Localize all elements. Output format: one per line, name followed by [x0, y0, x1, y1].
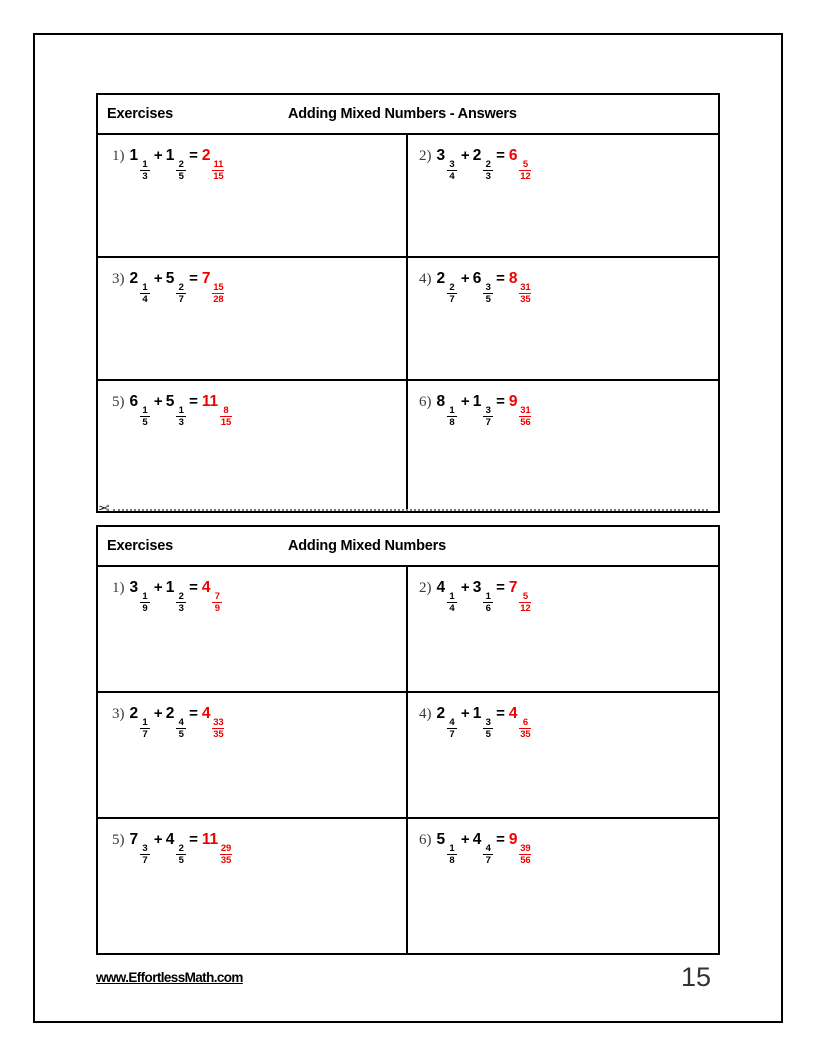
term-1 [436, 270, 458, 305]
fraction-denominator: 7 [142, 855, 148, 866]
term-2 [165, 147, 187, 182]
worksheet-header [98, 95, 718, 135]
scissors-icon: ✂ [98, 500, 110, 516]
equals-operator: = [496, 831, 505, 848]
answer-value-whole: 11 [201, 393, 218, 410]
fraction-numerator: 1 [142, 404, 148, 416]
answer-value-whole: 7 [508, 579, 518, 596]
fraction [176, 592, 186, 614]
term-2 [165, 270, 187, 305]
fraction-numerator: 6 [522, 716, 528, 728]
plus-operator: + [153, 270, 163, 287]
fraction-denominator: 7 [178, 294, 184, 305]
fraction-numerator: 8 [223, 404, 229, 416]
fraction-numerator: 31 [520, 281, 531, 293]
table-row [98, 258, 718, 381]
term-1-whole: 5 [436, 831, 445, 848]
term-1 [436, 579, 458, 614]
fraction-denominator: 7 [449, 729, 455, 740]
term-2 [472, 147, 494, 182]
fraction [176, 718, 186, 740]
fraction [140, 406, 150, 428]
term-1-whole: 6 [129, 393, 138, 410]
term-2-whole: 1 [472, 393, 482, 410]
problem-1 [112, 148, 225, 182]
fraction-numerator: 4 [449, 716, 455, 728]
term-1-whole: 2 [436, 705, 445, 722]
equals-operator: = [189, 393, 198, 410]
problem-number: 1) [112, 580, 125, 596]
fraction-numerator: 3 [485, 281, 491, 293]
fraction [447, 406, 457, 428]
answer-value-whole: 9 [508, 393, 518, 410]
term-2 [165, 705, 187, 740]
fraction [140, 844, 150, 866]
problem-2 [419, 580, 532, 614]
answer-value [201, 831, 233, 866]
plus-operator: + [460, 579, 470, 596]
fraction-denominator: 56 [520, 417, 531, 428]
equals-operator: = [496, 705, 505, 722]
cut-line [98, 498, 708, 518]
term-1-whole: 4 [436, 579, 445, 596]
problem-cell-4[interactable] [408, 693, 718, 817]
fraction [212, 160, 224, 182]
fraction-denominator: 15 [220, 417, 232, 428]
term-2-whole: 6 [472, 270, 482, 287]
fraction-numerator: 1 [449, 404, 455, 416]
plus-operator: + [460, 393, 470, 410]
answer-value-whole: 11 [201, 831, 218, 848]
fraction-numerator: 3 [485, 404, 491, 416]
fraction-numerator: 15 [213, 281, 224, 293]
fraction-denominator: 12 [520, 603, 531, 614]
problem-5 [112, 832, 233, 866]
term-2 [165, 831, 187, 866]
plus-operator: + [153, 393, 163, 410]
equals-operator: = [189, 270, 198, 287]
answer-value-whole: 4 [508, 705, 518, 722]
term-2 [472, 579, 494, 614]
fraction-numerator: 1 [142, 716, 148, 728]
fraction-denominator: 5 [178, 171, 184, 182]
fraction-denominator: 6 [485, 603, 491, 614]
worksheet-exercises [96, 525, 720, 955]
fraction-numerator: 2 [485, 158, 491, 170]
equals-operator: = [189, 579, 198, 596]
fraction-numerator: 2 [178, 842, 184, 854]
answer-value [508, 831, 533, 866]
fraction-denominator: 5 [178, 729, 184, 740]
plus-operator: + [153, 705, 163, 722]
problem-number: 4) [419, 706, 432, 722]
fraction [176, 283, 186, 305]
term-2-whole: 5 [165, 393, 175, 410]
fraction-numerator: 2 [449, 281, 455, 293]
term-2-whole: 1 [165, 147, 175, 164]
problem-cell-3[interactable] [98, 693, 408, 817]
term-2-whole: 1 [472, 705, 482, 722]
term-2 [472, 831, 494, 866]
answer-value-whole: 7 [201, 270, 211, 287]
fraction [140, 592, 150, 614]
plus-operator: + [153, 831, 163, 848]
fraction [483, 592, 493, 614]
problem-5 [112, 394, 233, 428]
fraction-numerator: 2 [178, 158, 184, 170]
header-exercises-label: Exercises [107, 106, 173, 122]
equals-operator: = [496, 393, 505, 410]
term-1 [129, 270, 151, 305]
fraction [212, 718, 224, 740]
fraction-denominator: 9 [214, 603, 220, 614]
fraction-denominator: 35 [213, 729, 224, 740]
problem-cell-1[interactable] [98, 135, 408, 256]
plus-operator: + [153, 579, 163, 596]
problem-number: 4) [419, 271, 432, 287]
table-row [98, 819, 718, 953]
problem-number: 5) [112, 394, 125, 410]
answer-value [201, 393, 233, 428]
fraction-denominator: 15 [213, 171, 224, 182]
problem-cell-6[interactable] [408, 381, 718, 511]
plus-operator: + [460, 270, 470, 287]
fraction [519, 844, 531, 866]
fraction-numerator: 1 [142, 281, 148, 293]
term-1-whole: 7 [129, 831, 138, 848]
fraction-denominator: 7 [449, 294, 455, 305]
fraction-denominator: 56 [520, 855, 531, 866]
term-2 [472, 705, 494, 740]
problem-number: 3) [112, 271, 125, 287]
term-2-whole: 3 [472, 579, 482, 596]
fraction-numerator: 39 [520, 842, 531, 854]
problem-number: 6) [419, 832, 432, 848]
answer-value [201, 705, 226, 740]
equals-operator: = [496, 579, 505, 596]
fraction-denominator: 5 [485, 729, 491, 740]
fraction [447, 283, 457, 305]
fraction-numerator: 1 [142, 590, 148, 602]
problem-cell-2[interactable] [408, 135, 718, 256]
problem-3 [112, 271, 225, 305]
fraction-denominator: 3 [142, 171, 148, 182]
footer-website-link[interactable]: www.EffortlessMath.com [96, 970, 243, 985]
answer-value [508, 579, 533, 614]
fraction-denominator: 4 [449, 171, 455, 182]
term-1 [436, 705, 458, 740]
fraction-numerator: 1 [142, 158, 148, 170]
problem-6 [419, 832, 532, 866]
term-1 [129, 393, 151, 428]
fraction [212, 283, 224, 305]
term-2-whole: 1 [165, 579, 175, 596]
fraction [176, 406, 186, 428]
plus-operator: + [460, 831, 470, 848]
fraction-numerator: 2 [178, 590, 184, 602]
fraction [519, 406, 531, 428]
fraction-numerator: 2 [178, 281, 184, 293]
worksheet-answers [96, 93, 720, 516]
fraction [220, 406, 232, 428]
term-2 [472, 270, 494, 305]
fraction-denominator: 12 [520, 171, 531, 182]
fraction-numerator: 5 [522, 590, 528, 602]
worksheet-header [98, 527, 718, 567]
fraction [483, 283, 493, 305]
fraction-denominator: 4 [449, 603, 455, 614]
fraction [220, 844, 232, 866]
table-row [98, 381, 718, 511]
problem-6 [419, 394, 532, 428]
problem-cell-3[interactable] [98, 258, 408, 379]
fraction-numerator: 1 [449, 590, 455, 602]
equals-operator: = [189, 831, 198, 848]
term-2-whole: 4 [472, 831, 482, 848]
answer-value [508, 147, 533, 182]
fraction [447, 160, 457, 182]
fraction-denominator: 35 [520, 729, 531, 740]
term-1-whole: 3 [129, 579, 138, 596]
equals-operator: = [496, 147, 505, 164]
term-2-whole: 2 [165, 705, 175, 722]
fraction [519, 160, 531, 182]
table-row [98, 135, 718, 258]
term-1 [129, 705, 151, 740]
fraction-denominator: 4 [142, 294, 148, 305]
term-1 [129, 147, 151, 182]
fraction-denominator: 3 [485, 171, 491, 182]
fraction-numerator: 1 [178, 404, 184, 416]
problem-cell-2[interactable] [408, 567, 718, 691]
fraction [447, 718, 457, 740]
term-1 [129, 579, 151, 614]
header-exercises-label: Exercises [107, 538, 173, 554]
fraction [483, 160, 493, 182]
problem-4 [419, 706, 532, 740]
equals-operator: = [189, 705, 198, 722]
term-1 [129, 831, 151, 866]
fraction-denominator: 3 [178, 603, 184, 614]
answer-value-whole: 4 [201, 579, 211, 596]
fraction-denominator: 5 [485, 294, 491, 305]
problem-number: 1) [112, 148, 125, 164]
fraction-denominator: 7 [142, 729, 148, 740]
fraction-denominator: 35 [520, 294, 531, 305]
problem-number: 3) [112, 706, 125, 722]
term-2-whole: 5 [165, 270, 175, 287]
problem-1 [112, 580, 223, 614]
problem-cell-5[interactable] [98, 381, 408, 511]
plus-operator: + [460, 147, 470, 164]
page-number: 15 [681, 962, 712, 992]
fraction-numerator: 4 [485, 842, 491, 854]
term-2 [472, 393, 494, 428]
answer-value [201, 579, 223, 614]
term-2 [165, 579, 187, 614]
header-title: Adding Mixed Numbers - Answers [288, 106, 517, 122]
term-1-whole: 2 [436, 270, 445, 287]
fraction [483, 844, 493, 866]
answer-value-whole: 6 [508, 147, 518, 164]
term-1-whole: 2 [129, 270, 138, 287]
fraction-denominator: 5 [142, 417, 148, 428]
problem-cell-1[interactable] [98, 567, 408, 691]
answer-value [508, 270, 533, 305]
fraction [447, 844, 457, 866]
fraction-denominator: 7 [485, 417, 491, 428]
answer-value [201, 270, 226, 305]
term-2-whole: 2 [472, 147, 482, 164]
fraction-numerator: 29 [220, 842, 232, 854]
fraction-denominator: 8 [449, 417, 455, 428]
fraction-numerator: 3 [485, 716, 491, 728]
fraction-numerator: 11 [213, 158, 224, 170]
fraction-denominator: 28 [213, 294, 224, 305]
answer-value-whole: 9 [508, 831, 518, 848]
fraction-denominator: 9 [142, 603, 148, 614]
equals-operator: = [189, 147, 198, 164]
plus-operator: + [460, 705, 470, 722]
term-1-whole: 1 [129, 147, 138, 164]
fraction-numerator: 33 [213, 716, 224, 728]
fraction-denominator: 8 [449, 855, 455, 866]
cut-line-dashes [113, 509, 708, 512]
fraction-numerator: 1 [449, 842, 455, 854]
term-2-whole: 4 [165, 831, 175, 848]
fraction-denominator: 3 [178, 417, 184, 428]
fraction [519, 718, 531, 740]
fraction [140, 718, 150, 740]
fraction [483, 718, 493, 740]
plus-operator: + [153, 147, 163, 164]
fraction-numerator: 3 [449, 158, 455, 170]
fraction [519, 592, 531, 614]
equals-operator: = [496, 270, 505, 287]
problem-number: 2) [419, 148, 432, 164]
problem-number: 2) [419, 580, 432, 596]
fraction [176, 160, 186, 182]
fraction-denominator: 35 [220, 855, 232, 866]
fraction [176, 844, 186, 866]
fraction-numerator: 3 [142, 842, 148, 854]
term-1-whole: 8 [436, 393, 445, 410]
fraction-numerator: 7 [214, 590, 220, 602]
fraction [140, 160, 150, 182]
problem-4 [419, 271, 532, 305]
problem-number: 6) [419, 394, 432, 410]
fraction [447, 592, 457, 614]
fraction [483, 406, 493, 428]
term-1-whole: 2 [129, 705, 138, 722]
answer-value-whole: 8 [508, 270, 518, 287]
answer-value [508, 393, 533, 428]
problem-3 [112, 706, 225, 740]
term-2 [165, 393, 187, 428]
fraction-denominator: 7 [485, 855, 491, 866]
answer-value-whole: 2 [201, 147, 211, 164]
term-1-whole: 3 [436, 147, 445, 164]
problem-cell-4[interactable] [408, 258, 718, 379]
problem-2 [419, 148, 532, 182]
problem-cell-6[interactable] [408, 819, 718, 953]
answer-value [201, 147, 226, 182]
term-1 [436, 831, 458, 866]
problem-number: 5) [112, 832, 125, 848]
answer-value-whole: 4 [201, 705, 211, 722]
fraction [519, 283, 531, 305]
fraction-numerator: 1 [485, 590, 491, 602]
term-1 [436, 147, 458, 182]
fraction-numerator: 5 [522, 158, 528, 170]
term-1 [436, 393, 458, 428]
header-title: Adding Mixed Numbers [288, 538, 446, 554]
table-row [98, 693, 718, 819]
fraction [140, 283, 150, 305]
fraction-numerator: 4 [178, 716, 184, 728]
problem-cell-5[interactable] [98, 819, 408, 953]
answer-value [508, 705, 533, 740]
table-row [98, 567, 718, 693]
fraction-denominator: 5 [178, 855, 184, 866]
fraction-numerator: 31 [520, 404, 531, 416]
fraction [212, 592, 222, 614]
